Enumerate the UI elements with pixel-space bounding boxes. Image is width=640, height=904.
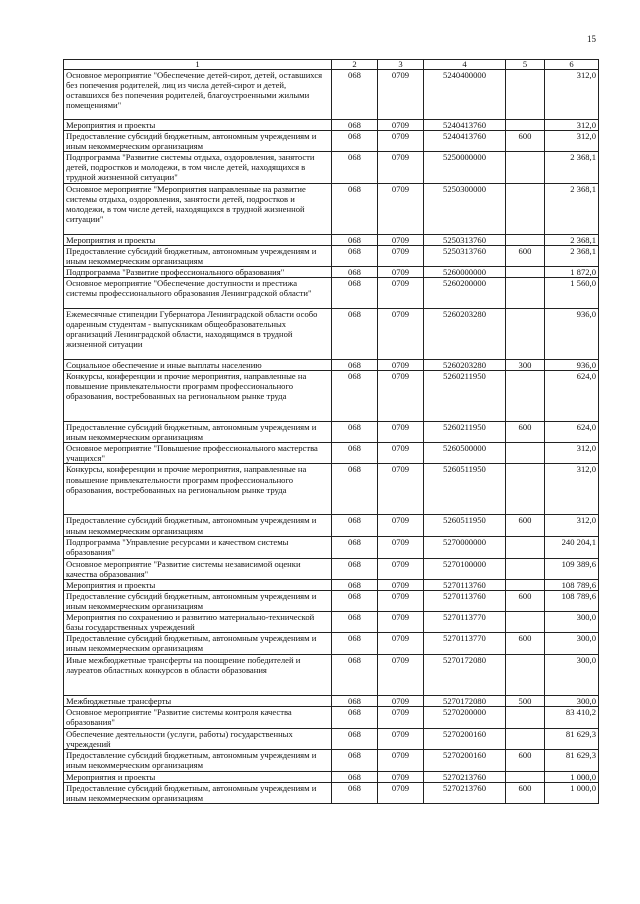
row-csr-code: 5270200160 <box>424 728 506 749</box>
row-amount: 1 000,0 <box>545 782 599 803</box>
table-row <box>64 443 599 464</box>
row-amount: 936,0 <box>545 308 599 359</box>
row-csr-code: 5260511950 <box>424 464 506 515</box>
row-amount: 300,0 <box>545 633 599 655</box>
header-cell: 4 <box>424 60 506 70</box>
row-amount: 300,0 <box>545 612 599 633</box>
row-gr-code: 068 <box>332 120 378 131</box>
row-name: Мероприятия и проекты <box>64 579 332 590</box>
row-name: Подпрограмма "Развитие профессионального образования" <box>64 266 332 277</box>
row-vr-code: 600 <box>506 590 545 611</box>
table-row <box>64 728 599 749</box>
row-gr-code: 068 <box>332 277 378 308</box>
row-rz-code: 0709 <box>378 234 424 245</box>
table-row <box>64 536 599 558</box>
row-csr-code: 5260511950 <box>424 515 506 536</box>
row-gr-code: 068 <box>332 707 378 728</box>
row-csr-code: 5260200000 <box>424 277 506 308</box>
row-name: Конкурсы, конференции и прочие мероприятия, направленные на повышение привлекательности программ профессионального образования, востребованных на региональном рынке труда <box>64 371 332 422</box>
row-name: Предоставление субсидий бюджетным, автономным учреждениям и иным некоммерческим организациям <box>64 422 332 443</box>
table-row <box>64 612 599 633</box>
row-gr-code: 068 <box>332 308 378 359</box>
row-csr-code: 5260203280 <box>424 308 506 359</box>
table-row <box>64 590 599 611</box>
row-csr-code: 5260211950 <box>424 422 506 443</box>
row-name: Межбюджетные трансферты <box>64 696 332 707</box>
row-vr-code: 600 <box>506 782 545 803</box>
row-gr-code: 068 <box>332 536 378 558</box>
row-name: Иные межбюджетные трансферты на поощрение победителей и лауреатов областных конкурсов в области образования <box>64 655 332 696</box>
row-name: Подпрограмма "Управление ресурсами и качеством системы образования" <box>64 536 332 558</box>
row-rz-code: 0709 <box>378 422 424 443</box>
row-csr-code: 5270200000 <box>424 707 506 728</box>
row-vr-code: 600 <box>506 422 545 443</box>
table-row <box>64 558 599 579</box>
row-name: Основное мероприятие "Развитие системы контроля качества образования" <box>64 707 332 728</box>
row-name: Основное мероприятие "Обеспечение детей-сирот, детей, оставшихся без попечения родителей, лиц из числа детей-сирот и детей, оставшихся без попечения родителей, благоустроенными жилыми помещениями" <box>64 70 332 120</box>
row-rz-code: 0709 <box>378 183 424 234</box>
row-amount: 300,0 <box>545 696 599 707</box>
row-gr-code: 068 <box>332 70 378 120</box>
header-cell: 5 <box>506 60 545 70</box>
row-vr-code <box>506 234 545 245</box>
row-rz-code: 0709 <box>378 579 424 590</box>
row-amount: 81 629,3 <box>545 749 599 771</box>
row-gr-code: 068 <box>332 443 378 464</box>
table-row <box>64 245 599 266</box>
row-vr-code <box>506 728 545 749</box>
row-vr-code <box>506 579 545 590</box>
row-amount: 108 789,6 <box>545 590 599 611</box>
table-row <box>64 655 599 696</box>
row-gr-code: 068 <box>332 131 378 152</box>
row-rz-code: 0709 <box>378 70 424 120</box>
row-name: Социальное обеспечение и иные выплаты населению <box>64 359 332 370</box>
row-amount: 81 629,3 <box>545 728 599 749</box>
table-row <box>64 782 599 803</box>
header-cell: 3 <box>378 60 424 70</box>
row-gr-code: 068 <box>332 696 378 707</box>
row-rz-code: 0709 <box>378 707 424 728</box>
table-row <box>64 183 599 234</box>
row-name: Мероприятия и проекты <box>64 771 332 782</box>
table-row <box>64 422 599 443</box>
table-row <box>64 749 599 771</box>
row-amount: 1 560,0 <box>545 277 599 308</box>
row-gr-code: 068 <box>332 266 378 277</box>
row-rz-code: 0709 <box>378 245 424 266</box>
row-csr-code: 5260203280 <box>424 359 506 370</box>
budget-table <box>63 59 599 804</box>
row-vr-code: 600 <box>506 633 545 655</box>
row-rz-code: 0709 <box>378 515 424 536</box>
row-csr-code: 5270113760 <box>424 579 506 590</box>
row-amount: 109 389,6 <box>545 558 599 579</box>
row-name: Мероприятия по сохранению и развитию материально-технической базы государственных учреждений <box>64 612 332 633</box>
row-gr-code: 068 <box>332 655 378 696</box>
table-row <box>64 70 599 120</box>
row-name: Подпрограмма "Развитие системы отдыха, оздоровления, занятости детей, подростков и молодежи, в том числе детей, находящихся в трудной жизненной ситуации" <box>64 152 332 183</box>
row-vr-code <box>506 308 545 359</box>
page-number: 15 <box>587 34 596 44</box>
row-rz-code: 0709 <box>378 131 424 152</box>
table-row <box>64 266 599 277</box>
row-amount: 2 368,1 <box>545 152 599 183</box>
table-row <box>64 131 599 152</box>
row-amount: 312,0 <box>545 464 599 515</box>
row-gr-code: 068 <box>332 371 378 422</box>
row-name: Основное мероприятие "Развитие системы независимой оценки качества образования" <box>64 558 332 579</box>
row-vr-code <box>506 371 545 422</box>
row-csr-code: 5270000000 <box>424 536 506 558</box>
row-csr-code: 5270100000 <box>424 558 506 579</box>
row-name: Мероприятия и проекты <box>64 120 332 131</box>
budget-table-body <box>64 60 599 804</box>
row-name: Предоставление субсидий бюджетным, автономным учреждениям и иным некоммерческим организациям <box>64 782 332 803</box>
row-name: Ежемесячные стипендии Губернатора Ленинградской области особо одаренным студентам - выпускникам общеобразовательных организаций Ленинградской области, находящимся в трудной жизненной ситуации <box>64 308 332 359</box>
row-csr-code: 5240400000 <box>424 70 506 120</box>
row-gr-code: 068 <box>332 749 378 771</box>
row-gr-code: 068 <box>332 558 378 579</box>
row-gr-code: 068 <box>332 464 378 515</box>
row-vr-code <box>506 443 545 464</box>
table-row <box>64 120 599 131</box>
row-amount: 2 368,1 <box>545 245 599 266</box>
row-amount: 624,0 <box>545 371 599 422</box>
header-cell: 6 <box>545 60 599 70</box>
row-rz-code: 0709 <box>378 749 424 771</box>
row-csr-code: 5260000000 <box>424 266 506 277</box>
row-name: Предоставление субсидий бюджетным, автономным учреждениям и иным некоммерческим организациям <box>64 131 332 152</box>
row-vr-code: 600 <box>506 515 545 536</box>
row-vr-code <box>506 152 545 183</box>
row-rz-code: 0709 <box>378 308 424 359</box>
row-name: Обеспечение деятельности (услуги, работы) государственных учреждений <box>64 728 332 749</box>
row-name: Предоставление субсидий бюджетным, автономным учреждениям и иным некоммерческим организациям <box>64 633 332 655</box>
header-cell: 2 <box>332 60 378 70</box>
row-gr-code: 068 <box>332 728 378 749</box>
row-name: Мероприятия и проекты <box>64 234 332 245</box>
row-amount: 240 204,1 <box>545 536 599 558</box>
row-vr-code <box>506 707 545 728</box>
table-row <box>64 771 599 782</box>
row-rz-code: 0709 <box>378 443 424 464</box>
row-csr-code: 5270113760 <box>424 590 506 611</box>
row-csr-code: 5250313760 <box>424 245 506 266</box>
row-csr-code: 5270113770 <box>424 633 506 655</box>
table-row <box>64 696 599 707</box>
row-gr-code: 068 <box>332 515 378 536</box>
row-name: Конкурсы, конференции и прочие мероприятия, направленные на повышение привлекательности программ профессионального образования, востребованных на региональном рынке труда <box>64 464 332 515</box>
row-vr-code <box>506 655 545 696</box>
table-row <box>64 633 599 655</box>
table-row <box>64 707 599 728</box>
table-row <box>64 464 599 515</box>
row-rz-code: 0709 <box>378 590 424 611</box>
row-csr-code: 5270113770 <box>424 612 506 633</box>
row-name: Предоставление субсидий бюджетным, автономным учреждениям и иным некоммерческим организациям <box>64 749 332 771</box>
row-rz-code: 0709 <box>378 266 424 277</box>
row-vr-code: 600 <box>506 131 545 152</box>
table-row <box>64 277 599 308</box>
row-vr-code <box>506 183 545 234</box>
row-rz-code: 0709 <box>378 612 424 633</box>
row-vr-code: 300 <box>506 359 545 370</box>
row-gr-code: 068 <box>332 579 378 590</box>
row-amount: 108 789,6 <box>545 579 599 590</box>
row-amount: 312,0 <box>545 120 599 131</box>
row-vr-code: 600 <box>506 245 545 266</box>
row-gr-code: 068 <box>332 633 378 655</box>
row-rz-code: 0709 <box>378 558 424 579</box>
row-amount: 83 410,2 <box>545 707 599 728</box>
row-csr-code: 5270213760 <box>424 771 506 782</box>
row-gr-code: 068 <box>332 771 378 782</box>
row-amount: 1 872,0 <box>545 266 599 277</box>
row-csr-code: 5250000000 <box>424 152 506 183</box>
row-csr-code: 5270172080 <box>424 655 506 696</box>
row-rz-code: 0709 <box>378 728 424 749</box>
row-vr-code <box>506 464 545 515</box>
row-rz-code: 0709 <box>378 152 424 183</box>
row-vr-code <box>506 536 545 558</box>
row-csr-code: 5270172080 <box>424 696 506 707</box>
row-name: Предоставление субсидий бюджетным, автономным учреждениям и иным некоммерческим организациям <box>64 245 332 266</box>
row-amount: 2 368,1 <box>545 234 599 245</box>
row-gr-code: 068 <box>332 245 378 266</box>
row-rz-code: 0709 <box>378 771 424 782</box>
row-gr-code: 068 <box>332 590 378 611</box>
row-name: Предоставление субсидий бюджетным, автономным учреждениям и иным некоммерческим организациям <box>64 590 332 611</box>
table-row <box>64 152 599 183</box>
row-csr-code: 5270200160 <box>424 749 506 771</box>
row-name: Предоставление субсидий бюджетным, автономным учреждениям и иным некоммерческим организациям <box>64 515 332 536</box>
row-csr-code: 5260500000 <box>424 443 506 464</box>
row-name: Основное мероприятие "Повышение профессионального мастерства учащихся" <box>64 443 332 464</box>
row-rz-code: 0709 <box>378 633 424 655</box>
row-amount: 936,0 <box>545 359 599 370</box>
table-row <box>64 515 599 536</box>
row-name: Основное мероприятие "Мероприятия направленные на развитие системы отдыха, оздоровления, занятости детей, подростков и молодежи, в том числе детей, находящихся в трудной жизненной ситуации" <box>64 183 332 234</box>
table-row <box>64 234 599 245</box>
row-vr-code: 600 <box>506 749 545 771</box>
table-row <box>64 308 599 359</box>
row-rz-code: 0709 <box>378 120 424 131</box>
row-gr-code: 068 <box>332 422 378 443</box>
row-rz-code: 0709 <box>378 277 424 308</box>
row-vr-code <box>506 266 545 277</box>
row-amount: 624,0 <box>545 422 599 443</box>
row-csr-code: 5270213760 <box>424 782 506 803</box>
row-amount: 312,0 <box>545 131 599 152</box>
row-csr-code: 5260211950 <box>424 371 506 422</box>
row-gr-code: 068 <box>332 782 378 803</box>
row-vr-code <box>506 70 545 120</box>
table-row <box>64 371 599 422</box>
row-csr-code: 5240413760 <box>424 120 506 131</box>
row-csr-code: 5240413760 <box>424 131 506 152</box>
row-amount: 2 368,1 <box>545 183 599 234</box>
header-cell: 1 <box>64 60 332 70</box>
row-amount: 300,0 <box>545 655 599 696</box>
row-vr-code <box>506 558 545 579</box>
row-vr-code <box>506 277 545 308</box>
row-name: Основное мероприятие "Обеспечение доступности и престижа системы профессионального образования Ленинградской области" <box>64 277 332 308</box>
row-gr-code: 068 <box>332 152 378 183</box>
row-rz-code: 0709 <box>378 371 424 422</box>
row-vr-code <box>506 612 545 633</box>
row-rz-code: 0709 <box>378 536 424 558</box>
row-vr-code <box>506 771 545 782</box>
row-csr-code: 5250313760 <box>424 234 506 245</box>
row-vr-code <box>506 120 545 131</box>
row-rz-code: 0709 <box>378 655 424 696</box>
table-row <box>64 579 599 590</box>
row-gr-code: 068 <box>332 359 378 370</box>
row-gr-code: 068 <box>332 234 378 245</box>
row-vr-code: 500 <box>506 696 545 707</box>
row-rz-code: 0709 <box>378 359 424 370</box>
row-amount: 1 000,0 <box>545 771 599 782</box>
row-rz-code: 0709 <box>378 696 424 707</box>
row-amount: 312,0 <box>545 70 599 120</box>
row-rz-code: 0709 <box>378 782 424 803</box>
row-gr-code: 068 <box>332 612 378 633</box>
row-amount: 312,0 <box>545 515 599 536</box>
row-amount: 312,0 <box>545 443 599 464</box>
table-header-row <box>64 60 599 70</box>
row-rz-code: 0709 <box>378 464 424 515</box>
table-row <box>64 359 599 370</box>
row-csr-code: 5250300000 <box>424 183 506 234</box>
row-gr-code: 068 <box>332 183 378 234</box>
